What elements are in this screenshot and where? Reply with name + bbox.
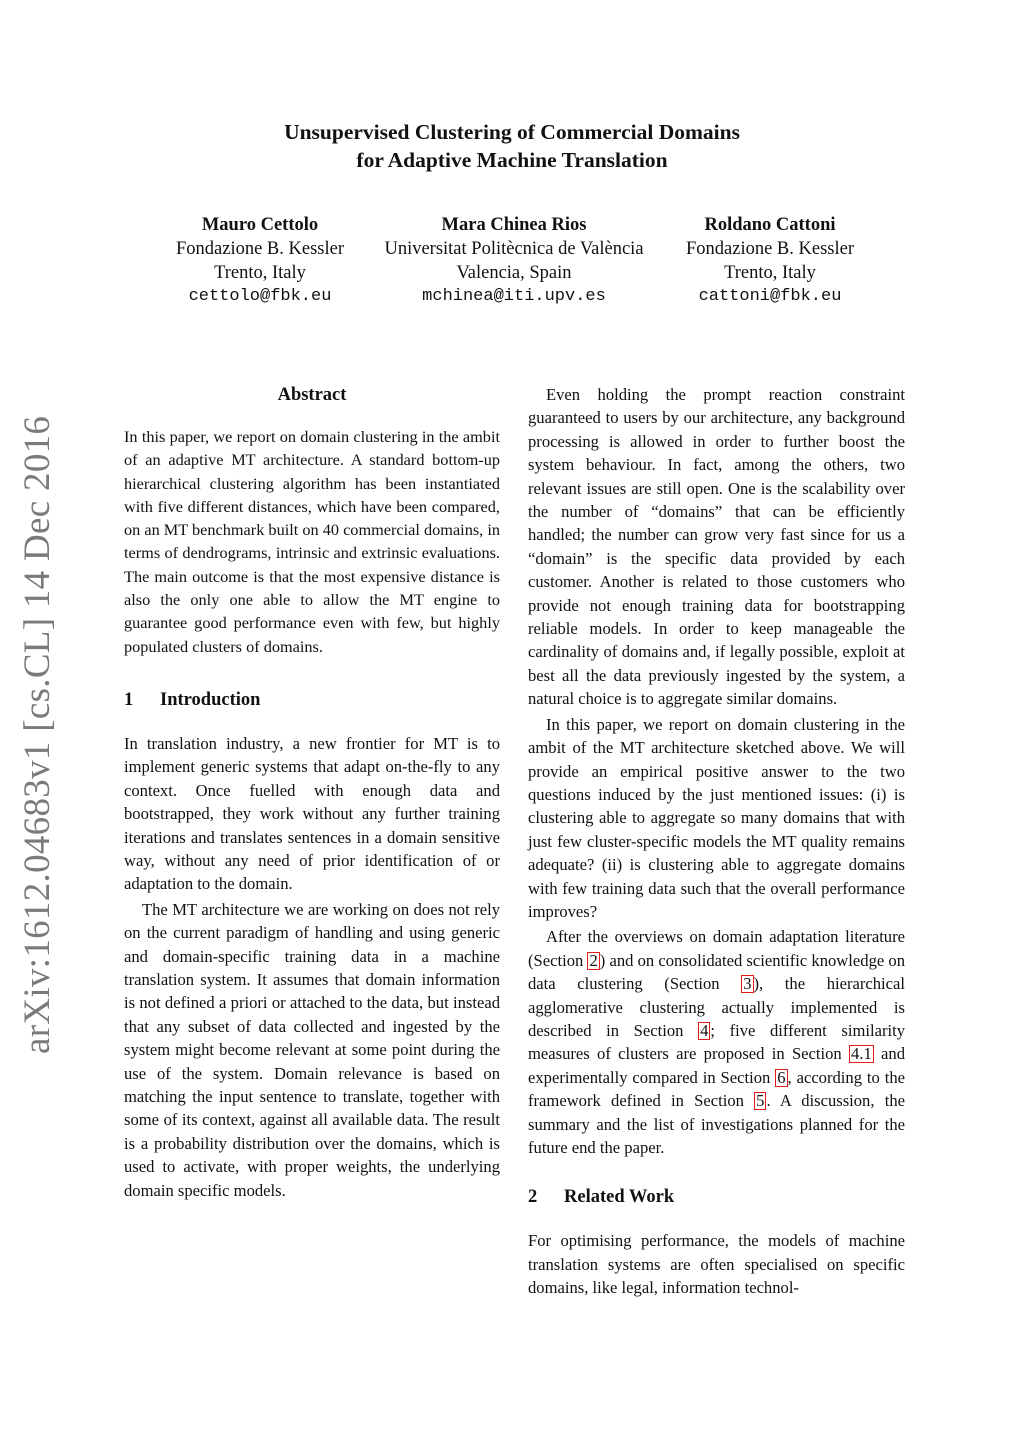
author-name: Mara Chinea Rios: [441, 215, 587, 235]
text-segment: , according to the framework defined in Section: [528, 1067, 905, 1111]
text-segment: and experimentally compared in Section: [528, 1044, 906, 1087]
abstract-heading: Abstract: [277, 385, 347, 405]
section-6-link[interactable]: 6: [777, 1067, 786, 1087]
intro-paragraph-4: In this paper, we report on domain clustering in the ambit of the MT architecture sketched above. We will provide an empirical positive answer to the two questions induced by the just mentioned issues: (i) is clustering able to aggregate so many domains that with just few cluster-specific models the MT quality remains adequate? (ii) is clustering able to aggregate domains with few training data such that the overall performance improves?: [528, 714, 905, 921]
title-line-2: for Adaptive Machine Translation: [356, 148, 668, 172]
section-3-link[interactable]: 3: [743, 974, 752, 994]
intro-paragraph-1: In translation industry, a new frontier for MT is to implement generic systems that adapt on-the-fly to any context. Once fuelled with enough data and bootstrapped, they work without any further training iterations and translates sentences in a domain sensitive way, without any need of prior identification of or adaptation to the domain.: [124, 733, 500, 894]
text-segment: After the overviews on domain adaptation literature (Section: [528, 927, 905, 970]
author-affiliation: Fondazione B. Kessler: [175, 239, 344, 259]
right-column: [528, 383, 905, 1300]
author-name: Mauro Cettolo: [201, 215, 319, 235]
section-number: 2: [528, 1187, 538, 1208]
section-title: Related Work: [564, 1187, 675, 1208]
intro-paragraph-3: Even holding the prompt reaction constraint guaranteed to users by our architecture, any background processing is allowed in order to further boost the system behaviour. In fact, among the others, two relevant issues are still open. One is the scalability over the number of “domains” that can be efficiently handled; the number can grow very fast since for us a “domain” is the specific data provided by each customer. Another is related to those customers who provide not enough training data for bootstrapping reliable models. In order to keep manageable the cardinality of domains and, if legally possible, exploit at best all the data previously ingested by the system, a natural choice is to aggregate similar domains.: [528, 385, 905, 709]
section-2-link[interactable]: 2: [589, 950, 598, 970]
arxiv-stamp: arXiv:1612.04683v1 [cs.CL] 14 Dec 2016: [17, 415, 58, 1054]
author-3: [672, 213, 868, 309]
abstract-body: In this paper, we report on domain clustering in the ambit of an adaptive MT architecture. A standard bottom-up hierarchical clustering algorithm has been instantiated with five different distances, which have been compared, on an MT benchmark built on 40 commercial domains, in terms of dendrograms, intrinsic and extrinsic evaluations. The main outcome is that the most expensive distance is also the only one able to allow the MT engine to guarantee good performance even with few, but highly populated clusters of domains.: [124, 427, 500, 656]
paper-title: [0, 118, 1024, 174]
author-2: [366, 213, 662, 309]
related-work-paragraph-1: For optimising performance, the models of machine translation systems are often specialised on specific domains, like legal, information technol-: [528, 1231, 905, 1298]
left-column: [124, 383, 500, 1202]
section-heading-introduction: [124, 688, 500, 712]
text-segment: ) and on consolidated scientific knowledge on data clustering (Section: [528, 950, 905, 994]
author-name: Roldano Cattoni: [704, 215, 836, 235]
section-title: Introduction: [160, 689, 261, 710]
author-location: Trento, Italy: [214, 263, 306, 283]
text-segment: . A discussion, the summary and the list of investigations planned for the future end the paper.: [528, 1091, 906, 1157]
section-4-1-link[interactable]: 4.1: [851, 1044, 872, 1064]
author-1: [160, 213, 360, 309]
section-4-link[interactable]: 4: [700, 1020, 709, 1040]
intro-paragraph-2: The MT architecture we are working on does not rely on the current paradigm of handling and using generic and domain-specific training data in a machine translation system. It assumes that domain information is not defined a priori or attached to the data, but instead that any subset of data collected and ingested by the system might become relevant at some point during the use of the system. Domain relevance is based on matching the input sentence to translate, together with some of its context, against all available data. The result is a probability distribution over the domains, which is used to activate, with proper weights, the underlying domain specific models.: [124, 899, 500, 1200]
section-number: 1: [124, 689, 134, 710]
author-affiliation: Universitat Politècnica de València: [384, 239, 644, 259]
author-email[interactable]: mchinea@iti.upv.es: [422, 287, 606, 306]
title-line-1: Unsupervised Clustering of Commercial Domains: [284, 120, 740, 144]
intro-paragraph-5: [528, 925, 905, 1159]
section-5-link[interactable]: 5: [756, 1091, 765, 1111]
text-segment: ), the hierarchical agglomerative clustering actually implemented is described in Section: [528, 974, 905, 1040]
author-location: Trento, Italy: [724, 263, 816, 283]
section-heading-related-work: [528, 1185, 905, 1209]
author-location: Valencia, Spain: [456, 263, 572, 283]
author-block: [0, 213, 1024, 313]
author-email[interactable]: cettolo@fbk.eu: [188, 287, 332, 306]
author-email[interactable]: cattoni@fbk.eu: [698, 287, 842, 306]
text-segment: ; five different similarity measures of clusters are proposed in Section: [528, 1020, 905, 1064]
author-affiliation: Fondazione B. Kessler: [685, 239, 854, 259]
